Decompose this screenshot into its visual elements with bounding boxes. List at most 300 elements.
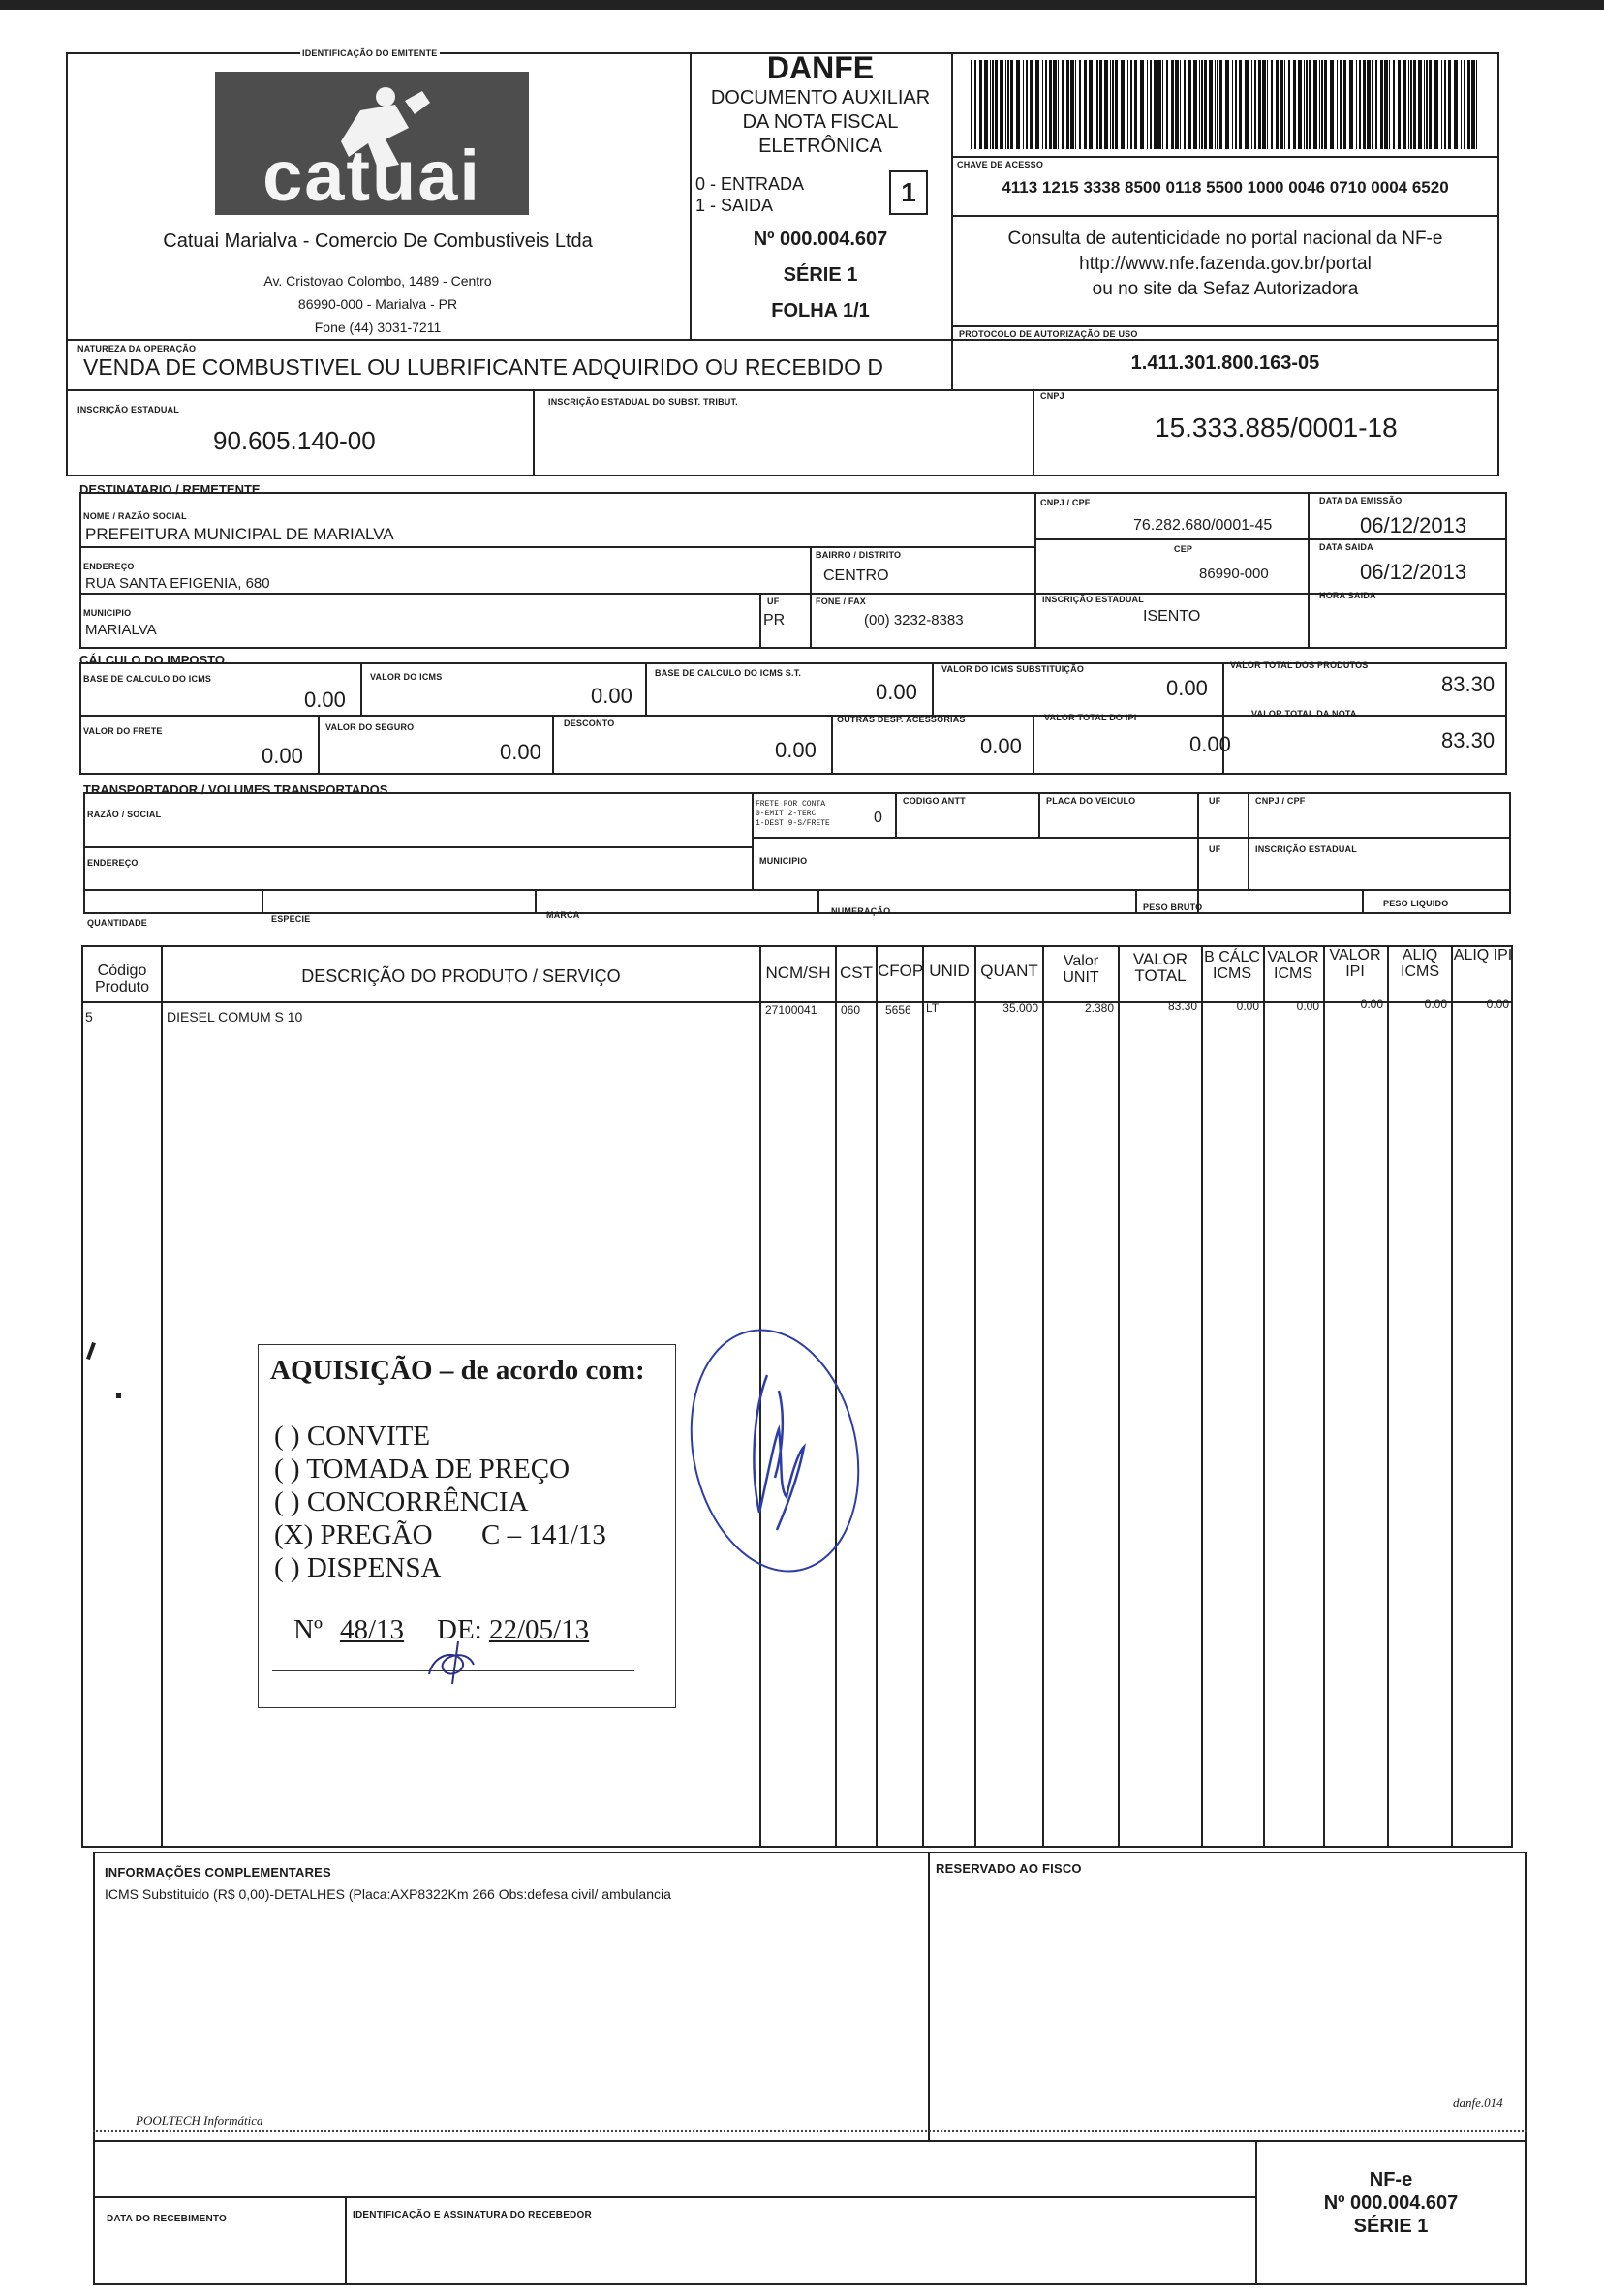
barcode-bar <box>1217 60 1218 149</box>
antt-label: CODIGO ANTT <box>903 796 966 806</box>
carrier-state-reg-label: INSCRIÇÃO ESTADUAL <box>1255 844 1357 854</box>
freight-payer-line: 1-DEST 9-S/FRETE <box>756 819 830 828</box>
row-total: 83.30 <box>1167 999 1197 1013</box>
emitter-section-label: IDENTIFICAÇÃO DO EMITENTE <box>302 48 438 58</box>
divider <box>533 389 535 476</box>
divider <box>1038 792 1040 837</box>
barcode-bar <box>1184 60 1186 149</box>
divider <box>876 945 878 1848</box>
recipient-phone: (00) 3232-8383 <box>864 612 964 628</box>
invoice-total-label: VALOR TOTAL DA NOTA <box>1251 709 1357 719</box>
col-desc-header: DESCRIÇÃO DO PRODUTO / SERVIÇO <box>301 966 621 986</box>
address-label: ENDEREÇO <box>83 562 135 571</box>
barcode-bar <box>1049 60 1052 149</box>
icms-value: 0.00 <box>591 684 632 708</box>
operation-value: VENDA DE COMBUSTIVEL OU LUBRIFICANTE ADQUIRIDO OU RECEBIDO D <box>83 354 884 380</box>
divider <box>1033 715 1034 775</box>
divider <box>759 593 761 649</box>
stamp-option-convite: ( ) CONVITE <box>274 1421 431 1452</box>
carrier-uf2-label: UF <box>1209 844 1221 854</box>
divider <box>79 546 1034 548</box>
barcode-bar <box>1384 60 1388 149</box>
divider <box>932 662 934 715</box>
barcode-bar <box>1232 60 1233 149</box>
col-cfop-header: CFOP <box>878 962 924 980</box>
barcode-bar <box>1408 60 1409 149</box>
barcode-bar <box>1134 60 1137 149</box>
col-unit-header: UNID <box>929 962 970 980</box>
barcode-bar <box>1150 60 1152 149</box>
barcode-bar <box>1193 60 1197 149</box>
divider <box>1263 945 1265 1848</box>
barcode-bar <box>1349 60 1353 149</box>
invoice-series: SÉRIE 1 <box>783 264 858 286</box>
emitter-address: Av. Cristovao Colombo, 1489 - Centro <box>263 273 492 289</box>
cut-line <box>93 2130 1527 2132</box>
barcode-bar <box>1235 60 1237 149</box>
receiver-id-label: IDENTIFICAÇÃO E ASSINATURA DO RECEBEDOR <box>353 2210 592 2220</box>
barcode-bar <box>1258 60 1261 149</box>
barcode-bar <box>1204 60 1207 149</box>
row-code: 5 <box>85 1009 93 1025</box>
barcode-graphic <box>969 60 1482 149</box>
barcode-bar <box>1418 60 1422 149</box>
divider <box>83 889 1511 891</box>
barcode-bar <box>1367 60 1371 149</box>
barcode-bar <box>1084 60 1087 149</box>
divider <box>817 889 819 914</box>
protocol-label: PROTOCOLO DE AUTORIZAÇÃO DE USO <box>959 329 1138 339</box>
barcode-bar <box>1330 60 1334 149</box>
city-label: MUNICIPIO <box>83 608 132 618</box>
uf-label: UF <box>767 597 780 606</box>
footer-invoice-series: SÉRIE 1 <box>1353 2216 1429 2237</box>
divider <box>79 593 1507 595</box>
divider <box>895 792 897 837</box>
barcode-bar <box>1209 60 1213 149</box>
barcode-bar <box>1464 60 1465 149</box>
recipient-district: CENTRO <box>823 567 889 584</box>
barcode-bar <box>1104 60 1108 149</box>
barcode-bar <box>1413 60 1416 149</box>
access-key-label: CHAVE DE ACESSO <box>957 160 1044 169</box>
barcode-bar <box>1306 60 1308 149</box>
barcode-bar <box>1066 60 1069 149</box>
recipient-cnpj: 76.282.680/0001-45 <box>1133 517 1273 534</box>
divider <box>752 837 1511 839</box>
barcode-bar <box>1284 60 1285 149</box>
stamp-option-pregao: (X) PREGÃO <box>274 1519 433 1550</box>
barcode-bar <box>1154 60 1157 149</box>
discount-label: DESCONTO <box>564 719 615 728</box>
barcode-bar <box>1372 60 1373 149</box>
col-total-header: VALOR TOTAL <box>1132 950 1188 985</box>
emitter-cnpj-value: 15.333.885/0001-18 <box>1155 413 1398 443</box>
barcode-bar <box>1280 60 1283 149</box>
stamp-number-prefix: Nº <box>293 1614 323 1645</box>
barcode-bar <box>1171 60 1174 149</box>
nfe-label: NF-e <box>1369 2169 1413 2190</box>
stamp-option-concorrencia: ( ) CONCORRÊNCIA <box>274 1486 529 1517</box>
plate-label: PLACA DO VEICULO <box>1046 796 1136 806</box>
barcode-bar <box>1337 60 1338 149</box>
col-unit-value-header: Valor UNIT <box>1063 953 1099 986</box>
barcode-bar <box>1454 60 1458 149</box>
col-code-header: Código Produto <box>94 963 150 995</box>
carrier-city-label: MUNICIPIO <box>759 856 808 866</box>
barcode-bar <box>1112 60 1114 149</box>
recipient-cnpj-label: CNPJ / CPF <box>1040 498 1091 507</box>
barcode-bar <box>1262 60 1266 149</box>
barcode-bar <box>1162 60 1163 149</box>
barcode-bar <box>1393 60 1395 149</box>
state-reg-value: 90.605.140-00 <box>213 426 376 455</box>
barcode-bar <box>1016 60 1020 149</box>
operation-type-box: 1 <box>889 170 928 215</box>
col-ncm-header: NCM/SH <box>765 964 831 982</box>
barcode-bar <box>1147 60 1148 149</box>
subst-reg-label: INSCRIÇÃO ESTADUAL DO SUBST. TRIBUT. <box>548 397 738 407</box>
barcode-bar <box>1157 60 1161 149</box>
barcode-bar <box>1225 60 1229 149</box>
danfe-subtitle: DOCUMENTO AUXILIAR <box>710 87 931 108</box>
stamp-number: 48/13 <box>340 1614 405 1645</box>
base-icms-st-label: BASE DE CALCULO DO ICMS S.T. <box>655 668 802 678</box>
emitter-name: Catuai Marialva - Comercio De Combustiveis Ltda <box>163 230 593 252</box>
barcode-bar <box>1340 60 1342 149</box>
barcode-bar <box>1324 60 1327 149</box>
carrier-cnpj-label: CNPJ / CPF <box>1255 796 1306 806</box>
barcode-bar <box>1389 60 1390 149</box>
divider <box>360 662 362 715</box>
row-icms: 0.00 <box>1296 999 1319 1013</box>
barcode-bar <box>1005 60 1006 149</box>
barcode-bar <box>974 60 976 149</box>
barcode-bar <box>1410 60 1412 149</box>
base-icms-value: 0.00 <box>304 688 346 712</box>
barcode-bar <box>1007 60 1009 149</box>
col-aliq-icms-header: ALIQ ICMS <box>1401 947 1439 980</box>
recipient-address: RUA SANTA EFIGENIA, 680 <box>85 575 270 592</box>
access-key: 4113 1215 3338 8500 0118 5500 1000 0046 0710 0004 6520 <box>1002 178 1449 197</box>
barcode-bar <box>995 60 998 149</box>
col-cst-header: CST <box>840 964 873 982</box>
insurance-value: 0.00 <box>500 740 541 764</box>
divider <box>262 889 263 914</box>
divider <box>1362 889 1364 914</box>
divider <box>951 325 1499 327</box>
receipt-date-label: DATA DO RECEBIMENTO <box>107 2214 227 2224</box>
invoice-total-value: 83.30 <box>1441 728 1496 752</box>
blue-signature <box>686 1323 870 1582</box>
divider <box>1034 492 1036 649</box>
divider <box>1201 945 1203 1848</box>
divider <box>83 846 752 848</box>
recipient-name-label: NOME / RAZÃO SOCIAL <box>83 511 187 521</box>
divider <box>974 945 976 1848</box>
barcode-bar <box>1424 60 1425 149</box>
barcode-bar <box>1476 60 1477 149</box>
barcode-bar <box>1062 60 1064 149</box>
carrier-uf-label: UF <box>1209 796 1221 806</box>
barcode-bar <box>1441 60 1442 149</box>
barcode-bar <box>1175 60 1179 149</box>
danfe-title: DANFE <box>766 50 875 85</box>
recipient-section-title: DESTINATARIO / REMETENTE <box>79 482 261 497</box>
col-base-icms-header: B CÁLC ICMS <box>1204 949 1260 982</box>
barcode-bar <box>1023 60 1024 149</box>
barcode-bar <box>1099 60 1102 149</box>
products-total-value: 83.30 <box>1441 672 1496 696</box>
tax-section-title: CÁLCULO DO IMPOSTO <box>79 653 225 667</box>
barcode-bar <box>1030 60 1033 149</box>
barcode-bar <box>1271 60 1273 149</box>
barcode-bar <box>1199 60 1200 149</box>
recipient-uf: PR <box>763 612 786 628</box>
barcode-bar <box>1245 60 1249 149</box>
divider <box>1308 492 1310 649</box>
acquisition-stamp <box>258 1344 676 1708</box>
base-icms-st-value: 0.00 <box>876 680 917 704</box>
volume-species-label: ESPECIE <box>271 914 311 924</box>
row-cfop: 5656 <box>885 1003 911 1017</box>
company-logo <box>215 72 529 215</box>
additional-info-label: INFORMAÇÕES COMPLEMENTARES <box>105 1865 331 1880</box>
issue-date: 06/12/2013 <box>1360 513 1467 537</box>
barcode-bar <box>1343 60 1346 149</box>
divider <box>951 215 1499 217</box>
operation-label: NATUREZA DA OPERAÇÃO <box>77 344 197 353</box>
consult-text: Consulta de autenticidade no portal nacional da NF-e <box>1007 229 1443 249</box>
row-qty: 35.000 <box>1002 1001 1038 1015</box>
freight-payer-line: FRETE POR CONTA <box>756 800 826 809</box>
barcode-bar <box>1403 60 1406 149</box>
divider <box>93 2196 1255 2198</box>
footer-invoice-number: Nº 000.004.607 <box>1323 2192 1459 2214</box>
exit-date: 06/12/2013 <box>1360 560 1467 584</box>
barcode-bar <box>1267 60 1268 149</box>
scan-top-edge <box>0 0 1604 10</box>
divider <box>161 945 163 1848</box>
barcode-bar <box>1448 60 1451 149</box>
phone-label: FONE / FAX <box>816 597 867 606</box>
base-icms-label: BASE DE CALCULO DO ICMS <box>83 674 212 684</box>
divider <box>1034 538 1507 540</box>
row-unit-value: 2.380 <box>1084 1001 1114 1015</box>
barcode-bar <box>1070 60 1074 149</box>
initials-signature <box>419 1636 497 1690</box>
carrier-name-label: RAZÃO / SOCIAL <box>87 810 162 819</box>
divider <box>1135 889 1137 914</box>
barcode-bar <box>1127 60 1128 149</box>
barcode-bar <box>1089 60 1093 149</box>
barcode-bar <box>1429 60 1432 149</box>
barcode-bar <box>1363 60 1366 149</box>
divider <box>810 546 812 649</box>
gross-weight-label: PESO BRUTO <box>1143 903 1203 912</box>
divider <box>345 2196 347 2285</box>
carrier-section-title: TRANSPORTADOR / VOLUMES TRANSPORTADOS <box>83 782 388 797</box>
divider <box>1387 945 1389 1848</box>
divider <box>1042 945 1044 1848</box>
barcode-bar <box>1010 60 1013 149</box>
barcode-bar <box>1356 60 1357 149</box>
divider <box>1323 945 1325 1848</box>
barcode-bar <box>1471 60 1475 149</box>
divider <box>1222 662 1224 775</box>
col-icms-header: VALOR ICMS <box>1267 949 1319 982</box>
divider <box>1118 945 1120 1848</box>
protocol-value: 1.411.301.800.163-05 <box>1130 352 1320 374</box>
stamp-date-prefix: DE: <box>437 1614 482 1645</box>
row-aliq-ipi: 0.00 <box>1486 997 1509 1011</box>
barcode-bar <box>1026 60 1028 149</box>
volume-qty-label: QUANTIDADE <box>87 918 147 928</box>
barcode-bar <box>1166 60 1168 149</box>
barcode-bar <box>1309 60 1311 149</box>
barcode-bar <box>971 60 972 149</box>
barcode-bar <box>1434 60 1438 149</box>
divider <box>66 339 1499 341</box>
barcode-bar <box>1319 60 1320 149</box>
stamp-option-tomada: ( ) TOMADA DE PREÇO <box>274 1454 571 1485</box>
barcode-bar <box>1188 60 1191 149</box>
form-code: danfe.014 <box>1453 2096 1503 2110</box>
row-desc: DIESEL COMUM S 10 <box>167 1009 303 1025</box>
barcode-bar <box>1254 60 1256 149</box>
barcode-bar <box>992 60 994 149</box>
divider <box>645 662 647 715</box>
exit-time-label: HORA SAIDA <box>1319 591 1376 600</box>
barcode-bar <box>1115 60 1118 149</box>
row-aliq-icms: 0.00 <box>1424 997 1447 1011</box>
barcode-bar <box>1288 60 1290 149</box>
recipient-city: MARIALVA <box>85 622 157 638</box>
divider <box>928 1852 930 2142</box>
invoice-number: Nº 000.004.607 <box>753 229 888 250</box>
row-cst: 060 <box>841 1003 861 1017</box>
divider <box>752 792 754 889</box>
freight-label: VALOR DO FRETE <box>83 726 163 736</box>
barcode-bar <box>1219 60 1222 149</box>
barcode-bar <box>1042 60 1043 149</box>
icms-st-label: VALOR DO ICMS SUBSTITUIÇÃO <box>941 664 1085 674</box>
barcode-bar <box>1313 60 1317 149</box>
recipient-state-reg: ISENTO <box>1143 608 1201 625</box>
stamp-title: AQUISIÇÃO – de acordo com: <box>270 1355 645 1386</box>
col-aliq-ipi-header: ALIQ IPI <box>1453 947 1513 964</box>
barcode-bar <box>1375 60 1377 149</box>
recipient-name: PREFEITURA MUNICIPAL DE MARIALVA <box>85 525 394 543</box>
emitter-city: 86990-000 - Marialva - PR <box>297 296 458 312</box>
barcode-bar <box>1140 60 1144 149</box>
barcode-bar <box>1293 60 1296 149</box>
barcode-bar <box>1000 60 1003 149</box>
barcode-bar <box>1058 60 1059 149</box>
barcode-bar <box>1461 60 1462 149</box>
barcode-bar <box>1215 60 1216 149</box>
barcode-bar <box>1096 60 1098 149</box>
divider <box>1248 792 1249 889</box>
barcode-bar <box>1304 60 1305 149</box>
barcode-bar <box>1380 60 1383 149</box>
logo-text: catuai <box>262 136 481 216</box>
barcode-bar <box>1180 60 1181 149</box>
barcode-bar <box>1035 60 1039 149</box>
icms-label: VALOR DO ICMS <box>370 672 443 682</box>
barcode-bar <box>1239 60 1242 149</box>
barcode-bar <box>1426 60 1428 149</box>
fisco-label: RESERVADO AO FISCO <box>936 1861 1082 1876</box>
divider <box>1197 792 1199 914</box>
col-qty-header: QUANT <box>980 962 1038 980</box>
stamp-option-dispensa: ( ) DISPENSA <box>274 1552 442 1583</box>
cep-label: CEP <box>1174 544 1193 554</box>
emitter-cnpj-label: CNPJ <box>1040 391 1064 401</box>
barcode-bar <box>1251 60 1252 149</box>
consult-url: http://www.nfe.fazenda.gov.br/portal <box>1079 254 1372 274</box>
divider <box>1451 945 1453 1848</box>
divider <box>922 945 924 1848</box>
software-credit: POOLTECH Informática <box>136 2113 263 2128</box>
carrier-address-label: ENDEREÇO <box>87 858 139 868</box>
barcode <box>969 60 1482 149</box>
net-weight-label: PESO LIQUIDO <box>1383 899 1449 908</box>
barcode-bar <box>1444 60 1446 149</box>
freight-payer-line: 0-EMIT 2-TERC <box>756 810 817 818</box>
barcode-bar <box>1053 60 1057 149</box>
barcode-bar <box>979 60 982 149</box>
barcode-bar <box>1130 60 1132 149</box>
discount-value: 0.00 <box>775 738 817 762</box>
divider <box>951 156 1499 158</box>
danfe-subtitle: ELETRÔNICA <box>758 136 882 157</box>
recipient-state-reg-label: INSCRIÇÃO ESTADUAL <box>1042 595 1144 604</box>
danfe-subtitle: DA NOTA FISCAL <box>742 111 899 133</box>
exit-date-label: DATA SAIDA <box>1319 542 1373 552</box>
other-expenses-label: OUTRAS DESP. ACESSORIAS <box>837 715 966 724</box>
barcode-bar <box>990 60 991 149</box>
divider <box>552 715 554 775</box>
row-unit: LT <box>926 1001 940 1015</box>
row-ipi: 0.00 <box>1360 997 1383 1011</box>
volume-brand-label: MARCA <box>546 910 580 920</box>
additional-info-text: ICMS Substituido (R$ 0,00)-DETALHES (Placa:AXP8322Km 266 Obs:defesa civil/ ambulancia <box>105 1886 671 1902</box>
barcode-bar <box>984 60 988 149</box>
barcode-bar <box>1121 60 1125 149</box>
barcode-bar <box>1467 60 1470 149</box>
barcode-bar <box>1110 60 1111 149</box>
recipient-cep: 86990-000 <box>1199 566 1269 582</box>
recipient-frame <box>79 492 1507 649</box>
ipi-total-label: VALOR TOTAL DO IPI <box>1044 713 1137 722</box>
consult-sefaz: ou no site da Sefaz Autorizadora <box>1092 279 1359 299</box>
divider <box>831 715 833 775</box>
volume-numbering-label: NUMERAÇÃO <box>831 906 891 916</box>
barcode-bar <box>1398 60 1401 149</box>
divider <box>1033 389 1034 476</box>
icms-st-value: 0.00 <box>1166 676 1208 700</box>
barcode-bar <box>1359 60 1361 149</box>
row-base-icms: 0.00 <box>1236 999 1259 1013</box>
other-expenses-value: 0.00 <box>980 734 1022 758</box>
ipi-total-value: 0.00 <box>1189 732 1231 756</box>
barcode-bar <box>1201 60 1203 149</box>
barcode-bar <box>1079 60 1081 149</box>
emitter-phone: Fone (44) 3031-7211 <box>314 320 442 335</box>
row-ncm: 27100041 <box>765 1003 817 1017</box>
scan-mark <box>116 1393 121 1398</box>
